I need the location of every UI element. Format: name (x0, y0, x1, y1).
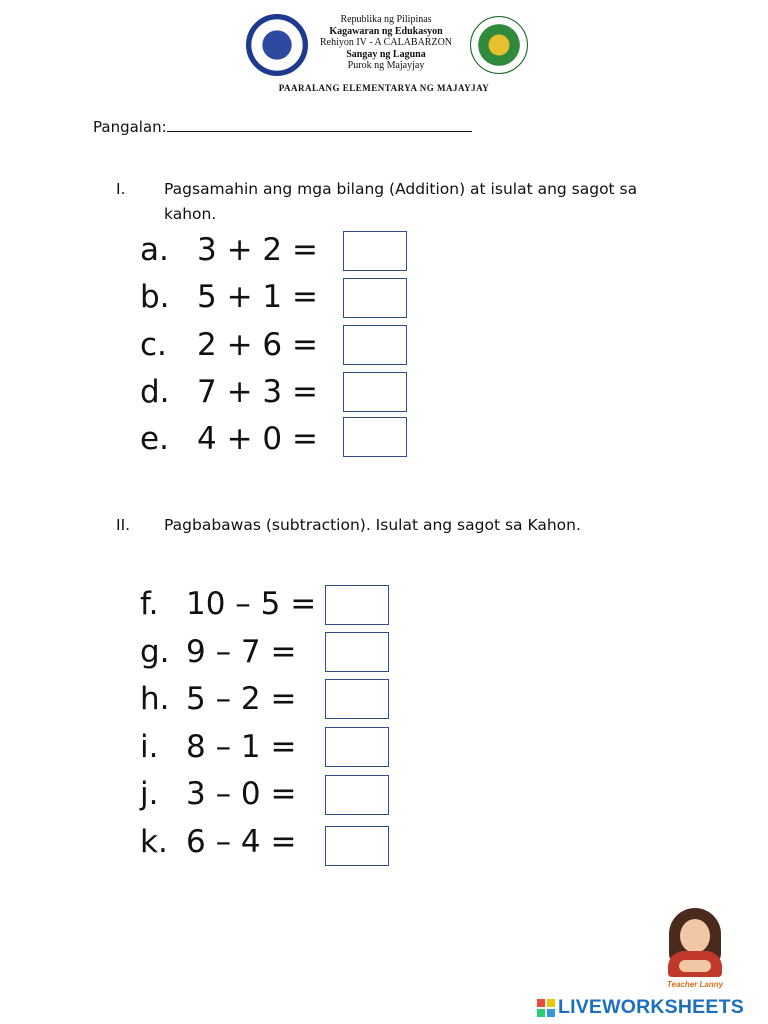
problem-i (140, 729, 297, 765)
problem-label: b. (140, 279, 170, 315)
answer-box-h[interactable] (325, 679, 389, 719)
problem-expression: 4 + 0 = (197, 421, 318, 457)
section1-instruction (116, 177, 676, 229)
problem-j (140, 776, 297, 812)
name-label: Pangalan: (93, 118, 167, 136)
problem-label: c. (140, 327, 167, 363)
answer-box-d[interactable] (343, 372, 407, 412)
problem-f (140, 586, 317, 622)
problem-expression: 2 + 6 = (197, 327, 318, 363)
answer-box-b[interactable] (343, 278, 407, 318)
problem-a (140, 232, 318, 268)
problem-label: k. (140, 824, 168, 860)
deped-seal-icon (246, 14, 308, 76)
problem-label: a. (140, 232, 169, 268)
problem-expression: 10 – 5 = (186, 586, 317, 622)
problem-b (140, 279, 318, 315)
liveworksheets-wordmark: LIVEWORKSHEETS (558, 996, 744, 1018)
problem-label: j. (140, 776, 159, 812)
section2-text: Pagbabawas (subtraction). Isulat ang sagot sa Kahon. (164, 516, 581, 534)
problem-expression: 5 – 2 = (186, 681, 297, 717)
problem-k (140, 824, 297, 860)
name-row (93, 117, 472, 136)
answer-box-a[interactable] (343, 231, 407, 271)
problem-label: i. (140, 729, 159, 765)
header-line-3: Rehiyon IV - A CALABARZON (319, 37, 453, 49)
avatar-hands (679, 960, 711, 972)
answer-box-k[interactable] (325, 826, 389, 866)
avatar-face (680, 919, 710, 953)
school-name: PAARALANG ELEMENTARYA NG MAJAYJAY (278, 83, 490, 93)
header-text (300, 14, 472, 72)
problem-label: h. (140, 681, 170, 717)
header-line-4: Sangay ng Laguna (346, 48, 426, 60)
problem-label: d. (140, 374, 170, 410)
document-header (0, 0, 768, 100)
teacher-name: Teacher Lanny (666, 980, 724, 989)
section2-instruction (116, 513, 676, 539)
answer-box-g[interactable] (325, 632, 389, 672)
teacher-avatar (655, 905, 735, 1000)
answer-box-c[interactable] (343, 325, 407, 365)
problem-expression: 7 + 3 = (197, 374, 318, 410)
problem-expression: 3 – 0 = (186, 776, 297, 812)
section2-number: II. (116, 516, 131, 534)
answer-box-j[interactable] (325, 775, 389, 815)
header-line-2: Kagawaran ng Edukasyon (329, 25, 443, 37)
problem-e (140, 421, 318, 457)
school-seal-icon (470, 16, 528, 74)
header-line-5: Purok ng Majayjay (347, 60, 425, 72)
problem-expression: 6 – 4 = (186, 824, 297, 860)
problem-label: e. (140, 421, 169, 457)
problem-label: f. (140, 586, 159, 622)
problem-g (140, 634, 297, 670)
liveworksheets-icon (537, 999, 555, 1017)
problem-d (140, 374, 318, 410)
problem-c (140, 327, 318, 363)
problem-expression: 3 + 2 = (197, 232, 318, 268)
answer-box-i[interactable] (325, 727, 389, 767)
problem-expression: 9 – 7 = (186, 634, 297, 670)
problem-label: g. (140, 634, 170, 670)
section1-number: I. (116, 180, 126, 198)
problem-h (140, 681, 297, 717)
name-input-line[interactable] (167, 117, 472, 132)
problem-expression: 5 + 1 = (197, 279, 318, 315)
problem-expression: 8 – 1 = (186, 729, 297, 765)
header-line-1: Republika ng Pilipinas (340, 14, 432, 25)
answer-box-f[interactable] (325, 585, 389, 625)
answer-box-e[interactable] (343, 417, 407, 457)
section1-text: Pagsamahin ang mga bilang (Addition) at isulat ang sagot sa kahon. (164, 180, 638, 223)
liveworksheets-logo[interactable] (537, 996, 768, 1020)
